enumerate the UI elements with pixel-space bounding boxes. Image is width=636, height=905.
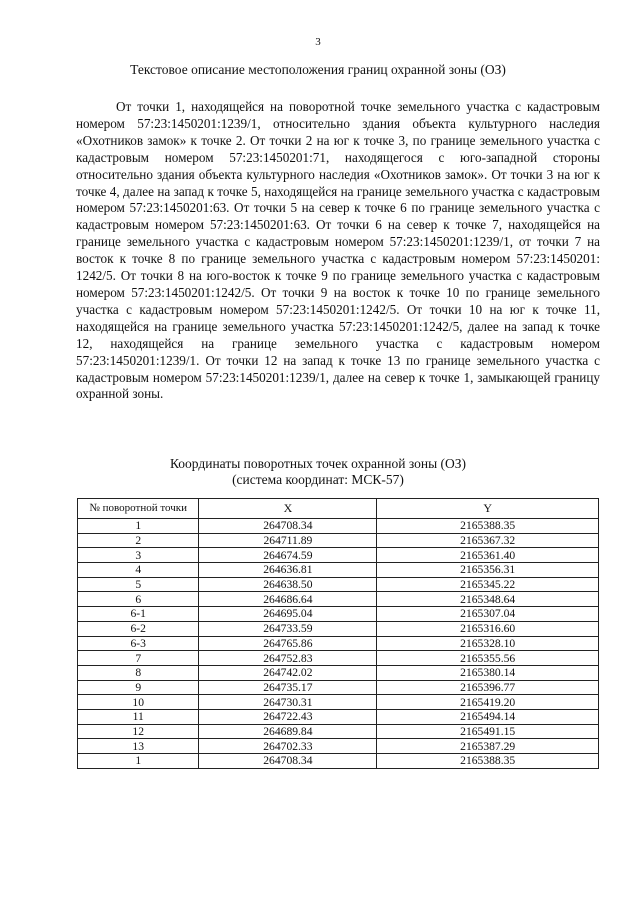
cell-y: 2165328.10 [377,636,599,651]
cell-y: 2165356.31 [377,563,599,578]
cell-y: 2165348.64 [377,592,599,607]
cell-y: 2165387.29 [377,739,599,754]
cell-point-number: 7 [78,651,199,666]
table-row [78,577,599,592]
table-row [78,695,599,710]
cell-y: 2165396.77 [377,680,599,695]
cell-y: 2165388.35 [377,754,599,769]
cell-x: 264733.59 [199,621,377,636]
cell-x: 264765.86 [199,636,377,651]
cell-x: 264708.34 [199,754,377,769]
table-body [78,519,599,769]
cell-y: 2165361.40 [377,548,599,563]
cell-y: 2165316.60 [377,621,599,636]
cell-point-number: 11 [78,709,199,724]
cell-point-number: 5 [78,577,199,592]
cell-x: 264735.17 [199,680,377,695]
cell-point-number: 6-3 [78,636,199,651]
header-x: X [199,499,377,519]
cell-x: 264742.02 [199,665,377,680]
cell-y: 2165494.14 [377,709,599,724]
cell-y: 2165388.35 [377,519,599,534]
cell-x: 264730.31 [199,695,377,710]
cell-point-number: 1 [78,754,199,769]
cell-point-number: 4 [78,563,199,578]
cell-x: 264752.83 [199,651,377,666]
header-point-number: № поворотной точки [78,499,199,519]
cell-x: 264722.43 [199,709,377,724]
table-row [78,754,599,769]
cell-point-number: 8 [78,665,199,680]
cell-x: 264638.50 [199,577,377,592]
table-row [78,519,599,534]
cell-x: 264708.34 [199,519,377,534]
cell-point-number: 10 [78,695,199,710]
table-header-row [78,499,599,519]
document-title: Текстовое описание местоположения границ охранной зоны (ОЗ) [130,62,506,77]
cell-point-number: 12 [78,724,199,739]
table-row [78,709,599,724]
table-row [78,636,599,651]
table-row [78,724,599,739]
boundary-description: От точки 1, находящейся на поворотной точке земельного участка с кадастровым номером 57:23:1450201:1239/1, относительно здания объекта культурного наследия «Охотников замок» к точке 2. От точки 2 на юг к точке 3, по границе земельного участка с кадастровым номером 57:23:1450201:71, находящегося с юго-западной стороны относительно здания объекта культурного наследия «Охотников замок». От точки 3 на юг к точке 4, далее на запад к точке 5, находящейся на границе земельного участка с кадастровым номером 57:23:1450201:63. От точки 5 на север к точке 6 по границе земельного участка с кадастровым номером 57:23:1450201:63. От точки 6 на север к точке 7, находящейся на границе земельного участка с кадастровым номером 57:23:1450201:1239/1, от точки 7 на восток к точке 8 по границе земельного участка с кадастровым номером 57:23:1450201: 1242/5. От точки 8 на юго-восток к точке 9 по границе земельного участка с кадастровым номером 57:23:1450201:1242/5. От точки 9 на восток к точке 10 по границе земельного участка с кадастровым номером 57:23:1450201:1242/5. От точки 10 на юг к точке 11, находящейся на границе земельного участка 57:23:1450201:1242/5, далее на запад к точке 12, находящейся на границе земельного участка с кадастровым номером 57:23:1450201:1239/1. От точки 12 на запад к точке 13 по границе земельного участка с кадастровым номером 57:23:1450201:1239/1, далее на север к точке 1, замыкающей границу охранной зоны. [76,99,600,402]
cell-point-number: 1 [78,519,199,534]
cell-point-number: 13 [78,739,199,754]
table-row [78,548,599,563]
cell-x: 264711.89 [199,533,377,548]
cell-point-number: 6-1 [78,607,199,622]
cell-x: 264702.33 [199,739,377,754]
coordinates-table [77,498,599,769]
cell-x: 264636.81 [199,563,377,578]
table-row [78,621,599,636]
cell-y: 2165419.20 [377,695,599,710]
cell-y: 2165345.22 [377,577,599,592]
table-caption-line-1: Координаты поворотных точек охранной зоны (ОЗ) [169,456,467,471]
table-caption-line-2: (система координат: МСК-57) [232,472,404,487]
table-row [78,592,599,607]
table-row [78,607,599,622]
table-row [78,533,599,548]
cell-x: 264674.59 [199,548,377,563]
cell-y: 2165367.32 [377,533,599,548]
cell-y: 2165307.04 [377,607,599,622]
cell-point-number: 9 [78,680,199,695]
cell-point-number: 6 [78,592,199,607]
cell-point-number: 3 [78,548,199,563]
table-row [78,739,599,754]
table-caption [0,456,636,488]
table-row [78,651,599,666]
cell-point-number: 2 [78,533,199,548]
cell-x: 264689.84 [199,724,377,739]
page-number: 3 [315,36,321,48]
cell-x: 264686.64 [199,592,377,607]
cell-y: 2165355.56 [377,651,599,666]
header-y: Y [377,499,599,519]
cell-point-number: 6-2 [78,621,199,636]
cell-y: 2165491.15 [377,724,599,739]
cell-x: 264695.04 [199,607,377,622]
cell-y: 2165380.14 [377,665,599,680]
table-row [78,680,599,695]
table-row [78,665,599,680]
table-row [78,563,599,578]
